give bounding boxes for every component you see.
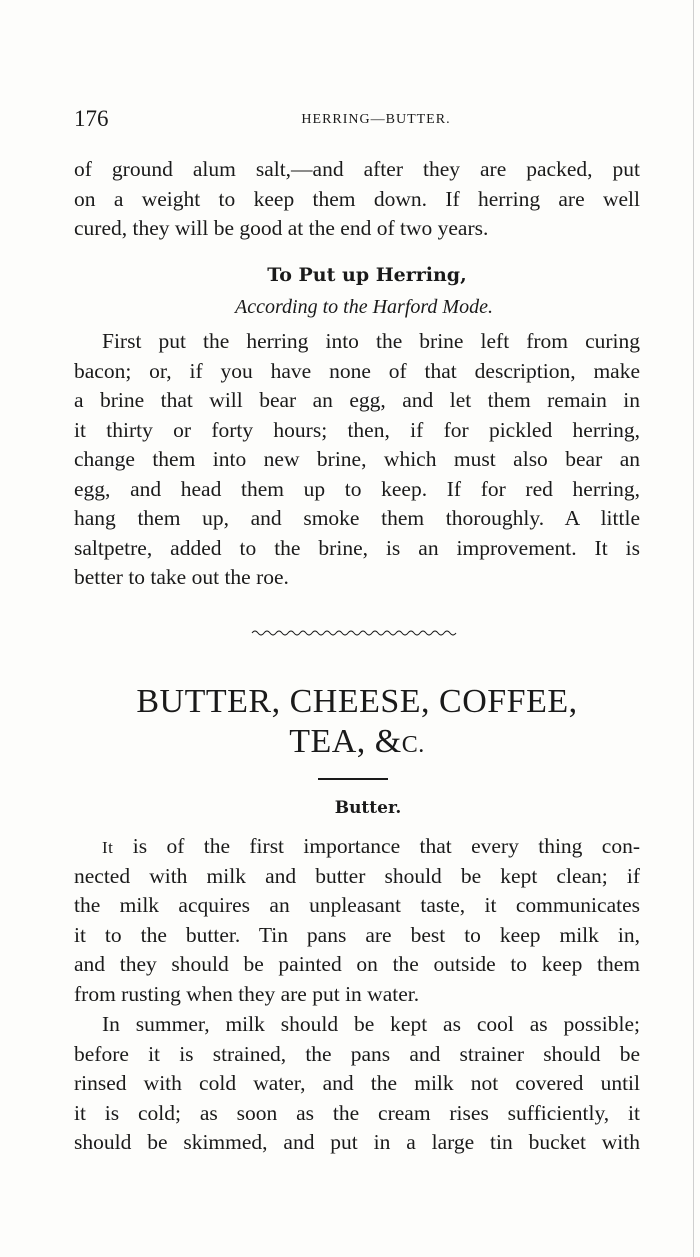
text-line: saltpetre, added to the brine, is an improvement. It is: [74, 535, 640, 560]
text-line: change them into new brine, which must also bear an: [74, 447, 640, 471]
butter-title: Butter.: [334, 798, 402, 818]
text-line: from rusting when they are put in water.: [74, 981, 420, 1006]
text-line: better to take out the roe.: [74, 565, 289, 589]
recipe-subtitle: According to the Harford Mode.: [235, 296, 493, 318]
text-line: it to the butter. Tin pans are best to keep milk in,: [74, 922, 640, 947]
text-line: nected with milk and butter should be kept clean; if: [74, 863, 640, 888]
text-line: It is of the first importance that every thing con-: [102, 834, 640, 858]
text-line: should be skimmed, and put in a large tin bucket with: [74, 1130, 640, 1154]
section-title-line-2: TEA, &C.: [289, 723, 425, 760]
text-line: it thirty or forty hours; then, if for pickled herring,: [74, 417, 640, 442]
text-line: cured, they will be good at the end of two years.: [74, 216, 489, 240]
text-line: First put the herring into the brine left from curing: [102, 329, 640, 353]
text-line: egg, and head them up to keep. If for red herring,: [74, 476, 640, 501]
text-line: In summer, milk should be kept as cool as possible;: [102, 1012, 640, 1036]
paragraph-recipe: [74, 327, 640, 593]
section-title: [74, 682, 640, 765]
section-title-line-1: BUTTER, CHEESE, COFFEE,: [136, 683, 578, 720]
text-line: the milk acquires an unpleasant taste, it communicates: [74, 893, 640, 917]
text-line: bacon; or, if you have none of that description, make: [74, 358, 640, 383]
text-line: before it is strained, the pans and strainer should be: [74, 1041, 640, 1066]
paragraph-butter-2: [74, 1010, 640, 1158]
text-line: a brine that will bear an egg, and let them remain in: [74, 388, 640, 412]
page-header: [74, 106, 638, 136]
section-rule: [318, 778, 388, 780]
running-head: HERRING—BUTTER.: [301, 112, 451, 127]
wavy-divider-ornament: [250, 628, 462, 638]
page-number: 176: [74, 106, 109, 131]
text-line: of ground alum salt,—and after they are packed, put: [74, 157, 640, 181]
page-edge: [693, 0, 694, 1257]
paragraph-herring-end: [74, 155, 640, 244]
paragraph-butter-1: [74, 832, 640, 1009]
text-line: on a weight to keep them down. If herring are well: [74, 186, 640, 211]
text-line: it is cold; as soon as the cream rises sufficiently, it: [74, 1100, 640, 1125]
recipe-title: To Put up Herring,: [267, 264, 467, 286]
text-line: hang them up, and smoke them thoroughly. A little: [74, 506, 640, 530]
text-line: rinsed with cold water, and the milk not covered until: [74, 1071, 640, 1095]
text-line: and they should be painted on the outside to keep them: [74, 952, 640, 976]
